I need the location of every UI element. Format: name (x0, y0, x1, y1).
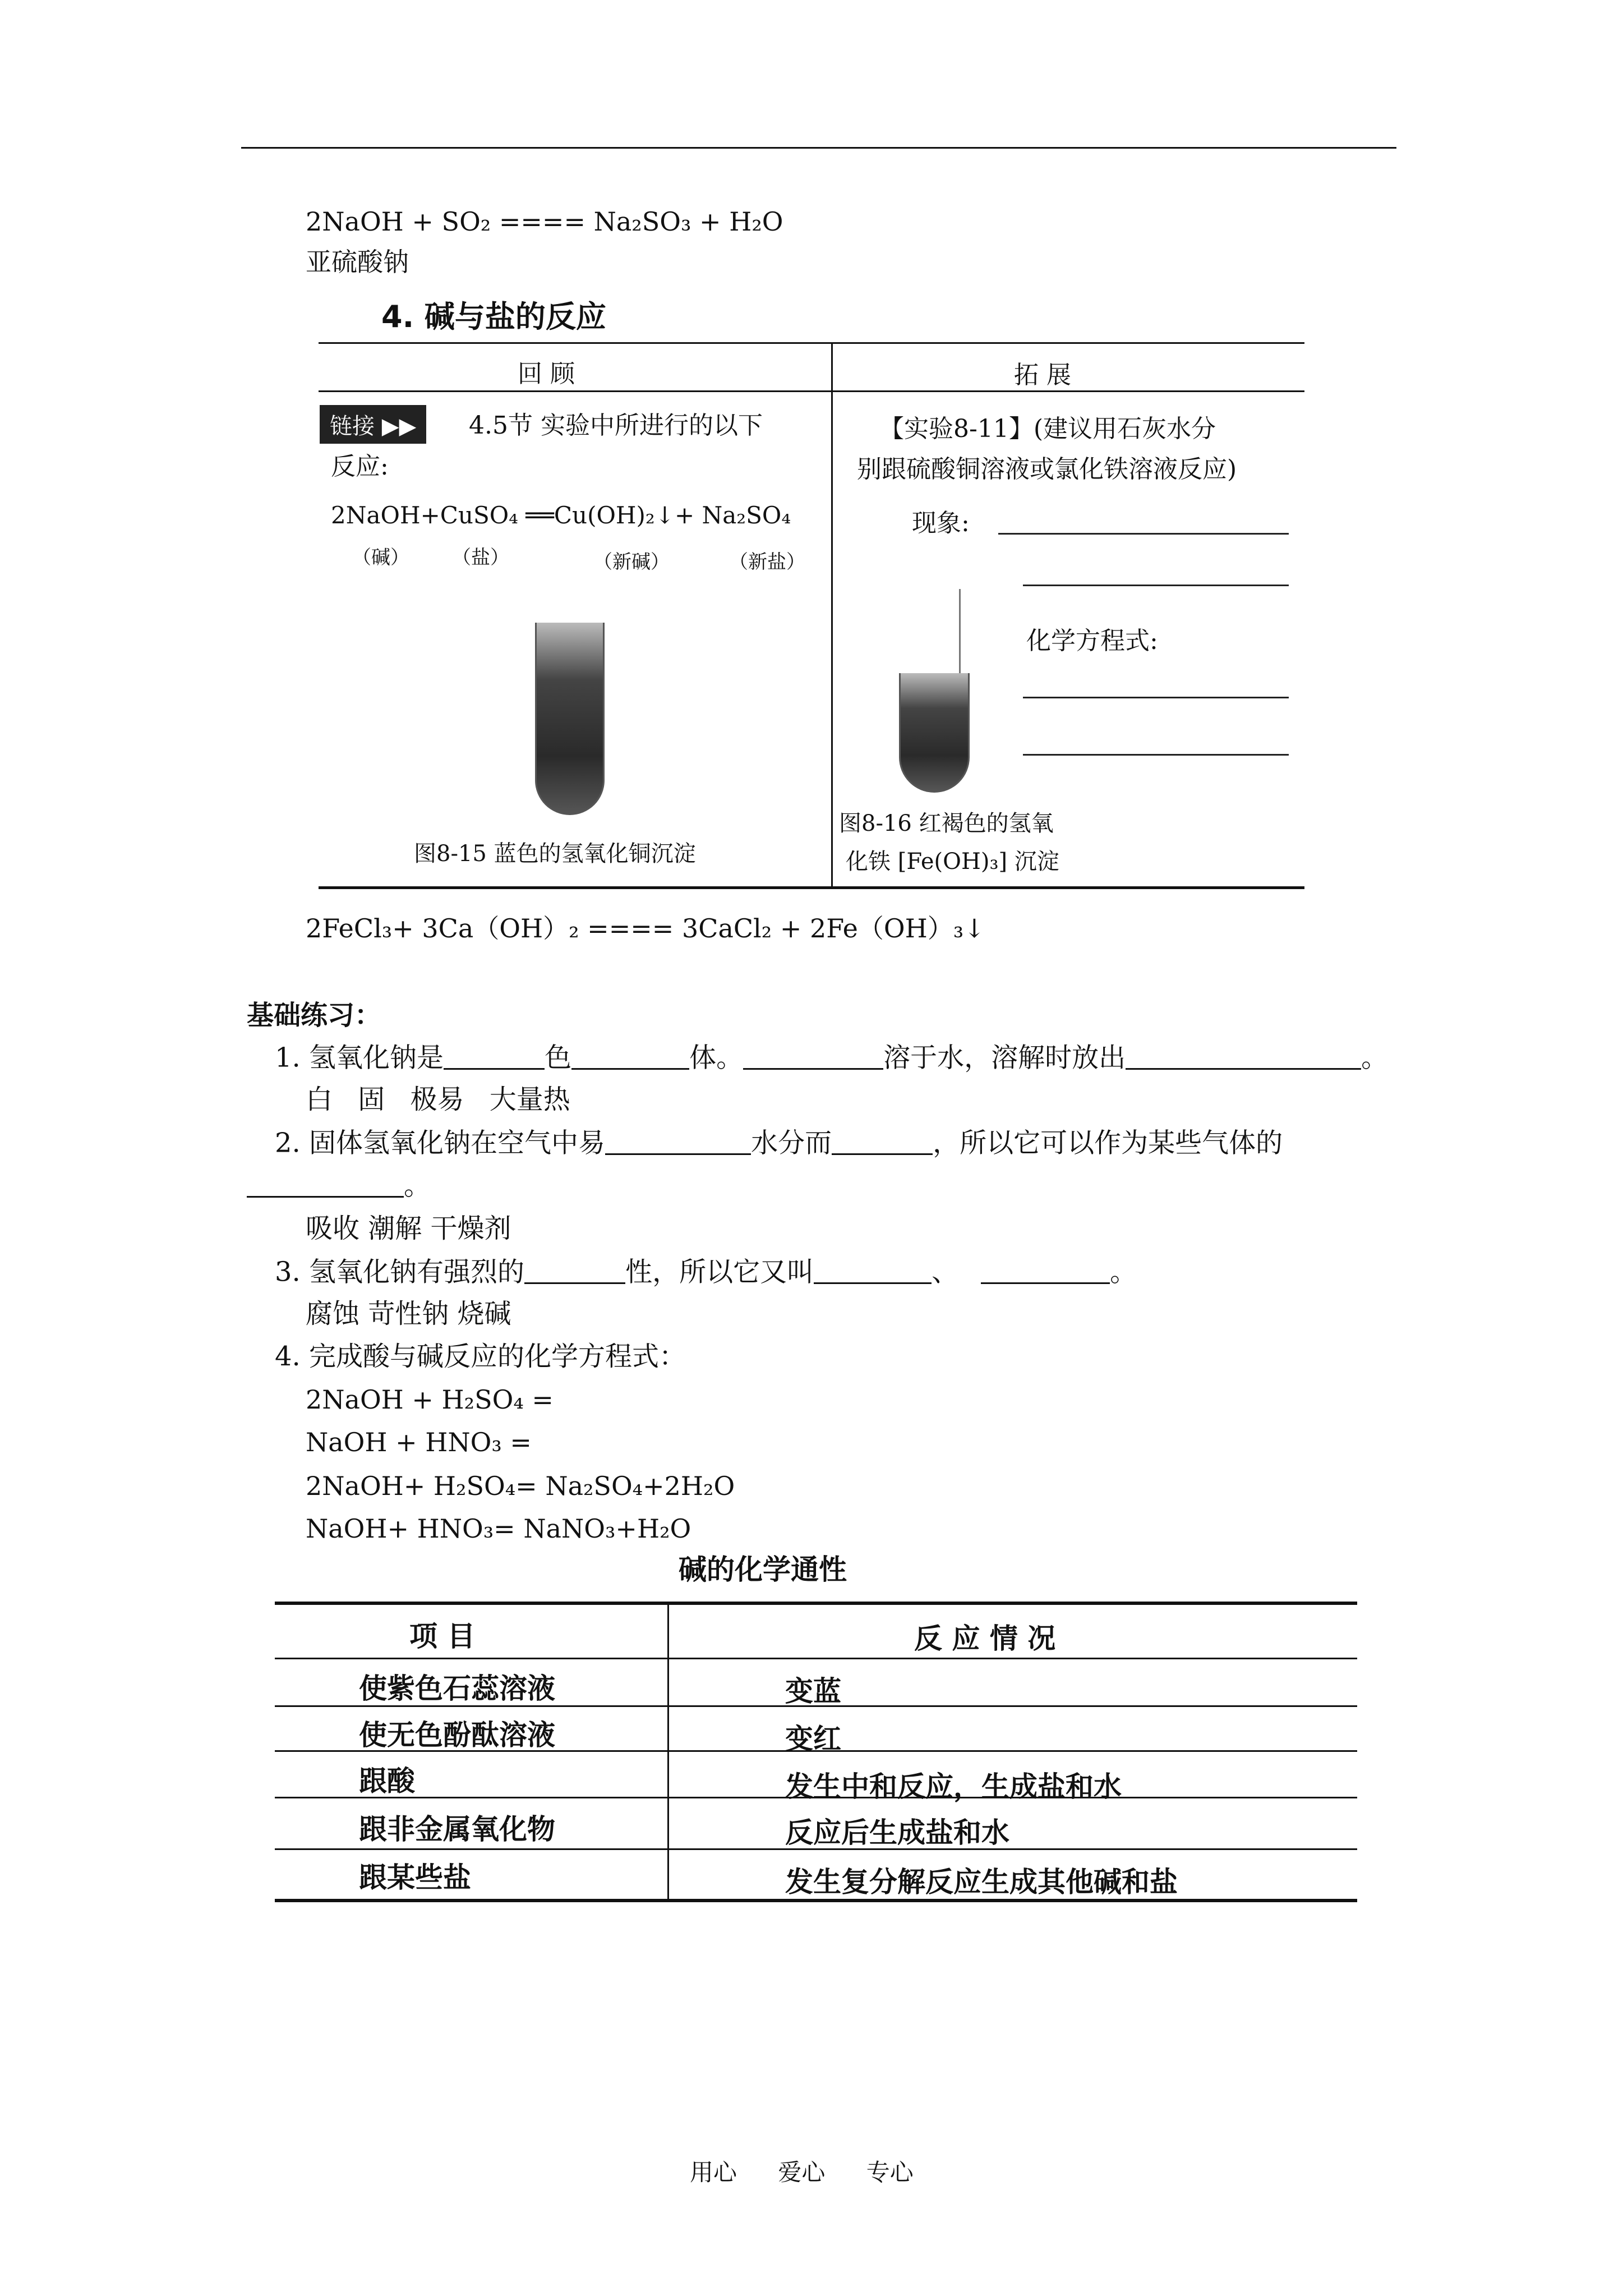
answer-1: 白 固 极易 大量热 (306, 1084, 570, 1115)
answer-2: 吸收 潮解 干燥剂 (306, 1213, 511, 1244)
table-title: 碱的化学通性 (679, 1553, 847, 1586)
question-4-eq1: 2NaOH + H₂SO₄ = (306, 1384, 554, 1415)
question-4: 4. 完成酸与碱反应的化学方程式： (275, 1341, 686, 1372)
question-3: 3. 氢氧化钠有强烈的 性，所以它又叫 、 。 (275, 1256, 1137, 1288)
label-new-base: （新碱） (593, 551, 670, 573)
question-4-answer2: NaOH+ HNO₃= NaNO₃+H₂O (306, 1513, 691, 1544)
question-2-cont: 。 (247, 1169, 431, 1202)
right-experiment-2: 别跟硫酸铜溶液或氯化铁溶液反应) (857, 455, 1237, 484)
table-row-2-item: 使无色酚酞溶液 (359, 1719, 555, 1751)
right-experiment-1: 【实验8-11】(建议用石灰水分 (879, 415, 1216, 443)
table-row-2-result: 变红 (785, 1723, 841, 1755)
table-row-4-result: 反应后生成盐和水 (785, 1816, 1009, 1849)
table-row-4-item: 跟非金属氧化物 (359, 1813, 555, 1846)
question-4-answer1: 2NaOH+ H₂SO₄= Na₂SO₄+2H₂O (306, 1471, 735, 1501)
link-badge: 链接 ▶▶ (320, 405, 426, 444)
table-header-result: 反 应 情 况 (914, 1622, 1056, 1655)
right-equation-label: 化学方程式: (1026, 627, 1158, 655)
left-intro-1: 4.5节 实验中所进行的以下 (469, 411, 763, 440)
reaction-figure (319, 342, 1304, 892)
table-row-1-item: 使紫色石蕊溶液 (359, 1672, 555, 1705)
table-header-item: 项 目 (409, 1620, 476, 1653)
practice-heading: 基础练习： (247, 1000, 382, 1031)
test-tube-left (535, 623, 605, 815)
caption-right-2: 化铁 [Fe(OH)₃] 沉淀 (846, 849, 1059, 875)
left-intro-2: 反应: (331, 452, 389, 481)
test-tube-right (899, 673, 970, 793)
question-4-eq2: NaOH + HNO₃ = (306, 1427, 532, 1457)
col-right-header: 拓 展 (1014, 361, 1071, 389)
answer-3: 腐蚀 苛性钠 烧碱 (306, 1298, 511, 1329)
question-2: 2. 固体氢氧化钠在空气中易 水分而 ，所以它可以作为某些气体的 (275, 1127, 1283, 1159)
page-footer: 用心 爱心 专心 (690, 2159, 914, 2186)
equation-fecl3: 2FeCl₃+ 3Ca（OH）₂ ==== 3CaCl₂ + 2Fe（OH）₃↓ (306, 913, 985, 944)
table-row-1-result: 变蓝 (785, 1675, 841, 1708)
table-row-5-item: 跟某些盐 (359, 1861, 471, 1894)
col-left-header: 回 顾 (518, 360, 575, 388)
caption-left: 图8-15 蓝色的氢氧化铜沉淀 (414, 841, 696, 867)
figure-title: 4. 碱与盐的反应 (381, 299, 606, 334)
header-rule (241, 147, 1396, 149)
table-row-5-result: 发生复分解反应生成其他碱和盐 (785, 1866, 1178, 1898)
question-1: 1. 氢氧化钠是 色 体。 溶于水，溶解时放出 。 (275, 1042, 1389, 1074)
label-salt: （盐） (452, 546, 509, 569)
left-equation: 2NaOH+CuSO₄ ══Cu(OH)₂↓+ Na₂SO₄ (331, 501, 791, 529)
label-base: （碱） (352, 546, 409, 569)
equation-so2-note: 亚硫酸钠 (306, 247, 409, 277)
equation-so2: 2NaOH + SO₂ ==== Na₂SO₃ + H₂O (306, 206, 783, 237)
right-phenomenon-label: 现象: (912, 509, 970, 537)
label-new-salt: （新盐） (729, 551, 805, 573)
table-row-3-item: 跟酸 (359, 1765, 415, 1797)
table-row-3-result: 发生中和反应，生成盐和水 (785, 1770, 1122, 1803)
caption-right-1: 图8-16 红褐色的氢氧 (839, 811, 1054, 836)
